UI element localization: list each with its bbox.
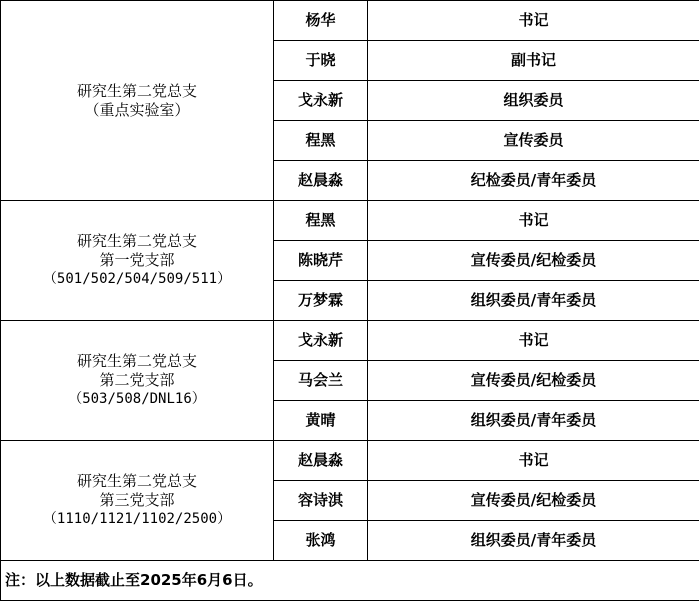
member-role: 纪检委员/青年委员 [368,161,699,201]
table-row [1,201,699,241]
member-name: 黄晴 [274,401,368,441]
member-name: 戈永新 [274,321,368,361]
member-role: 宣传委员/纪检委员 [368,481,699,521]
member-role: 组织委员 [368,81,699,121]
group-subtitle: 第一党支部 [99,251,175,269]
member-role: 宣传委员/纪检委员 [368,361,699,401]
member-name: 万梦霖 [274,281,368,321]
group-name-cell [1,441,274,561]
member-name: 陈晓芹 [274,241,368,281]
table-row [1,441,699,481]
group-rooms: （501/502/504/509/511） [42,271,232,287]
member-role: 书记 [368,441,699,481]
member-name: 赵晨淼 [274,161,368,201]
member-role: 组织委员/青年委员 [368,401,699,441]
group-title: 研究生第二党总支 [76,352,197,370]
member-role: 书记 [368,1,699,41]
member-name: 戈永新 [274,81,368,121]
member-name: 程黑 [274,201,368,241]
member-role: 组织委员/青年委员 [368,281,699,321]
group-subtitle: 第三党支部 [99,491,175,509]
member-name: 容诗淇 [274,481,368,521]
member-name: 赵晨淼 [274,441,368,481]
member-name: 程黑 [274,121,368,161]
table-row [1,1,699,41]
group-subtitle: 第二党支部 [99,371,175,389]
member-role: 副书记 [368,41,699,81]
group-subtitle: （重点实验室） [84,100,190,119]
table-row [1,321,699,361]
member-name: 于晓 [274,41,368,81]
group-rooms: （503/508/DNL16） [68,391,206,407]
member-role: 宣传委员/纪检委员 [368,241,699,281]
group-name-cell [1,201,274,321]
member-name: 杨华 [274,1,368,41]
member-role: 书记 [368,201,699,241]
group-name-cell [1,1,274,201]
group-rooms: （1110/1121/1102/2500） [42,511,232,527]
member-role: 宣传委员 [368,121,699,161]
note-row [1,561,699,601]
member-name: 马会兰 [274,361,368,401]
group-title: 研究生第二党总支 [76,232,197,250]
group-title: 研究生第二党总支 [76,472,197,490]
member-role: 书记 [368,321,699,361]
member-name: 张鸿 [274,521,368,561]
group-name-cell [1,321,274,441]
member-role: 组织委员/青年委员 [368,521,699,561]
footnote: 注：以上数据截止至2025年6月6日。 [1,561,699,601]
group-title: 研究生第二党总支 [76,81,197,100]
